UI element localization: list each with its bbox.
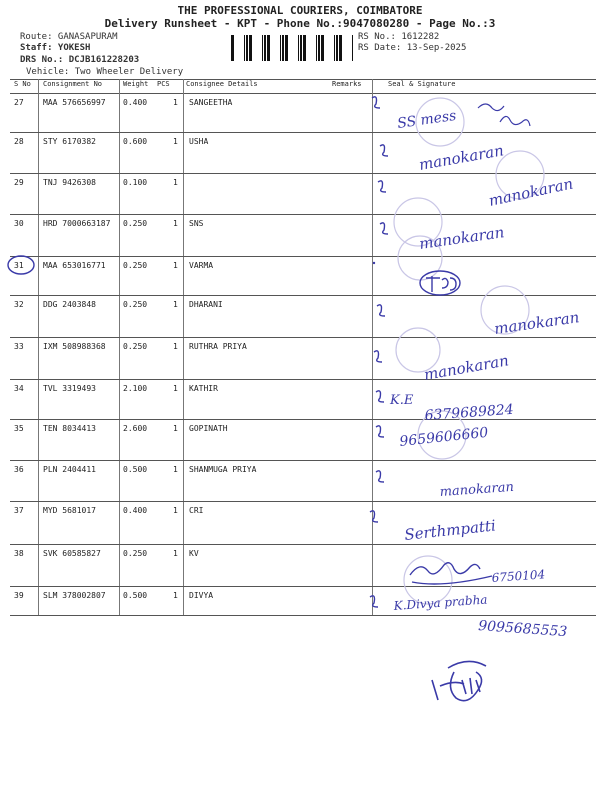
row-sno: 39: [14, 591, 24, 600]
row-sno: 31: [14, 261, 24, 270]
row-sno: 30: [14, 219, 24, 228]
row-pcs: 1: [173, 465, 178, 474]
row-consignment-no: STY 6170382: [43, 137, 96, 146]
row-sno: 38: [14, 549, 24, 558]
sig-row27: SS mess: [396, 107, 458, 132]
row-pcs: 1: [173, 506, 178, 515]
sig-row39-name: K.Divya prabha: [393, 592, 488, 613]
rs-no-label: RS No.: 1612282: [358, 32, 440, 42]
col-seal-header: Seal & Signature: [388, 80, 456, 88]
row-consignment-no: MAA 576656997: [43, 98, 106, 107]
row-sno: 36: [14, 465, 24, 474]
col-remarks-header: Remarks: [332, 80, 362, 88]
row-31-circle-mark: [8, 256, 34, 274]
runsheet-title: Delivery Runsheet - KPT - Phone No.:9047080280 - Page No.:3: [104, 17, 496, 30]
row-pcs: 1: [173, 342, 178, 351]
col-pcs-header: PCS: [157, 80, 170, 88]
company-title: THE PROFESSIONAL COURIERS, COIMBATORE: [177, 4, 423, 17]
drs-label: DRS No.: DCJB161228203: [20, 55, 140, 65]
row-consignee: CRI: [189, 506, 204, 515]
row-consignment-no: MAA 653016771: [43, 261, 106, 270]
row-consignee: DIVYA: [189, 591, 214, 600]
row-consignment-no: DDG 2403848: [43, 300, 96, 309]
row-consignee: KV: [189, 549, 199, 558]
sig-row31: [420, 271, 460, 295]
row-consignee: USHA: [189, 137, 209, 146]
sig-row34-name: K.E: [390, 393, 414, 408]
row-sno: 35: [14, 424, 24, 433]
row-consignment-no: SVK 60585827: [43, 549, 101, 558]
sig-row37: Serthmpatti: [403, 516, 497, 544]
row-consignment-no: TEN 8034413: [43, 424, 96, 433]
col-sno-header: S No: [14, 80, 31, 88]
row-consignee: GOPINATH: [189, 424, 228, 433]
row-pcs: 1: [173, 591, 178, 600]
row-consignment-no: TVL 3319493: [43, 384, 96, 393]
row-consignee: KATHIR: [189, 384, 218, 393]
col-consignment-header: Consignment No: [43, 80, 103, 88]
row-weight: 2.100: [123, 384, 148, 393]
row-pcs: 1: [173, 98, 178, 107]
row-pcs: 1: [173, 300, 178, 309]
row-weight: 0.400: [123, 506, 148, 515]
row-weight: 0.400: [123, 98, 148, 107]
col-weight-header: Weight: [123, 80, 149, 88]
sig-row36: manokaran: [439, 479, 515, 500]
row-consignee: DHARANI: [189, 300, 223, 309]
row-weight: 0.100: [123, 178, 148, 187]
row-pcs: 1: [173, 384, 178, 393]
row-consignment-no: TNJ 9426308: [43, 178, 96, 187]
delivery-ticks: [370, 97, 388, 607]
row-consignee: VARMA: [189, 261, 214, 270]
row-sno: 33: [14, 342, 24, 351]
row-sno: 28: [14, 137, 24, 146]
row-weight: 0.500: [123, 591, 148, 600]
row-consignment-no: MYD 5681017: [43, 506, 96, 515]
row-weight: 0.250: [123, 549, 148, 558]
row-weight: 0.500: [123, 465, 148, 474]
row-consignee: RUTHRA PRIYA: [189, 342, 247, 351]
row-sno: 37: [14, 506, 24, 515]
row-sno: 34: [14, 384, 24, 393]
sig-row28: manokaran: [417, 141, 506, 174]
rs-date-label: RS Date: 13-Sep-2025: [358, 43, 467, 53]
row-pcs: 1: [173, 549, 178, 558]
row-pcs: 1: [173, 261, 178, 270]
row-sno: 27: [14, 98, 24, 107]
sig-row39-phone: 9095685553: [477, 618, 568, 641]
sig-row29: manokaran: [487, 174, 575, 210]
row-pcs: 1: [173, 219, 178, 228]
final-signature: [432, 661, 486, 700]
sig-row30: manokaran: [418, 223, 506, 253]
row-sno: 29: [14, 178, 24, 187]
sig-row35-phone: 9659606660: [398, 424, 490, 450]
row-consignment-no: HRD 7000663187: [43, 219, 111, 228]
row-sno: 32: [14, 300, 24, 309]
row-pcs: 1: [173, 178, 178, 187]
sig-row32: manokaran: [493, 308, 581, 338]
row-weight: 2.600: [123, 424, 148, 433]
vehicle-label: Vehicle: Two Wheeler Delivery: [26, 67, 184, 77]
row-pcs: 1: [173, 137, 178, 146]
sig-row27-scribble: [478, 104, 530, 126]
row-weight: 0.250: [123, 342, 148, 351]
route-label: Route: GANASAPURAM: [20, 32, 118, 42]
col-consignee-header: Consignee Details: [186, 80, 258, 88]
sig-row34-phone: 6379689824: [424, 401, 515, 424]
row-weight: 0.250: [123, 300, 148, 309]
sig-row38-phone: 6750104: [491, 567, 546, 585]
sig-row33: manokaran: [422, 351, 511, 384]
row-weight: 0.250: [123, 261, 148, 270]
row-consignee: SANGEETHA: [189, 98, 233, 107]
row-weight: 0.250: [123, 219, 148, 228]
row-consignee: SHANMUGA PRIYA: [189, 465, 257, 474]
row-consignee: SNS: [189, 219, 204, 228]
row-pcs: 1: [173, 424, 178, 433]
row-consignment-no: IXM 508988368: [43, 342, 106, 351]
row-weight: 0.600: [123, 137, 148, 146]
row-consignment-no: PLN 2404411: [43, 465, 96, 474]
row-consignment-no: SLM 378002807: [43, 591, 106, 600]
ink-dot: [373, 262, 375, 264]
staff-label: Staff: YOKESH: [20, 43, 91, 53]
